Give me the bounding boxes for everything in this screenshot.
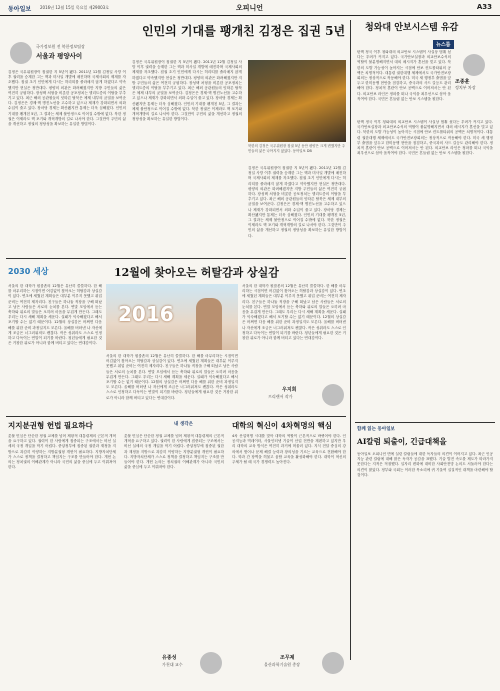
right-bottom-divider xyxy=(355,422,495,423)
middle-feature-body-1: 서울의 한 대학가 원룸촌의 12월은 유난히 쓸쓸하다. 한 해를 마무리하는 시점이면 어김없이 찾아오는 허탈감과 상실감이 있다. 연초에 세웠던 계획들은 대부분 이루지 못했고 취업 준비는 여전히 제자리다. 친구들은 하나둘 직장을 구해 떠났고 남은 사람들은 서로의 눈치를 본다. 연말 모임에서 듣는 축하와 위로의 말들은 오히려 마음을 무겁게 만든다. 그래도 우리는 다시 새해 계획을 세운다. 실패가 익숙해졌다고 해서 포기할 수는 없기 때문이다. 12월의 상실감은 어쩌면 다음 해를 위한 준비 과정일지도 모른다. 올해를 버텨낸 나 자신에게 조금은 너그러워져도 괜찮다. 작은 성취라도 스스로 인정하고 다독이는 연말이 되기를 바란다. 청년들에게 필요한 것은 거창한 위로가 아니라 함께 버티고 있다는 연대감이다. xyxy=(8,284,102,346)
photo-caption: 북한의 김정은 국무위원장 집권 5년 동안 평양은 크게 변했지만 주민들의 삶은 나아지지 않았다. 동아일보 DB xyxy=(248,144,346,153)
illustration-year: 2016 xyxy=(118,302,174,326)
date-line: 2016년 12월 15일 목요일 제29003호 xyxy=(40,5,110,10)
section-title: 오피니언 xyxy=(236,4,264,12)
main-column-title: 인민의 기대를 팽개친 김정은 집권 5년 xyxy=(141,24,346,38)
page-number: A33 xyxy=(476,3,492,11)
right-editorial-body-2: 탄핵 정국 이후 청와대의 외교안보 시스템이 사실상 멈춰 섰다는 우려가 커지고 있다. 국가안보실장과 외교안보수석의 역할이 불분명해지면서 대외 메시지가 혼선을 빚고 있다. 북한의 도발 가능성이 높아지는 시점에 안보 컨트롤타워의 공백은 치명적이다. 대통령 권한대행 체제에서도 국가안전보장회의는 정상적으로 작동해야 한다. 미국 새 행정부 출범을 앞두고 한미동맹 현안을 점검하고, 중국과의 사드 갈등도 관리해야 한다. 정치적 혼란이 안보 공백으로 이어져서는 안 된다. 외교안보 라인은 정파를 떠나 국익을 최우선으로 삼아 움직여야 한다. 국민은 흔들림 없는 안보 시스템을 원한다. xyxy=(357,120,493,156)
bottom-mid-title: 대학의 혁신이 4차혁명의 핵심 xyxy=(232,421,332,430)
bottom-mid-author: 조무제 xyxy=(280,655,295,661)
right-editorial-body-1: 탄핵 정국 이후 청와대의 외교안보 시스템이 사실상 멈춰 섰다는 우려가 커지고 있다. 국가안보실장과 외교안보수석의 역할이 불분명해지면서 대외 메시지가 혼선을 빚고 있다. 북한의 도발 가능성이 높아지는 시점에 안보 컨트롤타워의 공백은 치명적이다. 대통령 권한대행 체제에서도 국가안전보장회의는 정상적으로 작동해야 한다. 미국 새 행정부 출범을 앞두고 한미동맹 현안을 점검하고, 중국과의 사드 갈등도 관리해야 한다. 정치적 혼란이 안보 공백으로 이어져서는 안 된다. 외교안보 라인은 정파를 떠나 국익을 최우선으로 삼아 움직여야 한다. 국민은 흔들림 없는 안보 시스템을 원한다. xyxy=(357,50,451,101)
author-name: 서울과 평양사이 xyxy=(36,52,83,60)
page-header xyxy=(0,0,500,16)
bottom-mid-body: 4차 산업혁명 시대를 맞아 대학의 역할이 근본적으로 바뀌어야 한다. 인공지능과 빅데이터, 사물인터넷 기술이 산업 전반을 재편하고 있지만 우리 대학의 교육 방식은 여전히 과거에 머물러 있다. 지식 전달 중심의 강의에서 벗어나 문제 해결 능력과 창의성을 기르는 교육으로 전환해야 한다. 학과 간 장벽을 허물고 융합 교육을 활성화해야 한다. 대학이 혁신의 주체가 될 때 국가 경쟁력도 높아진다. xyxy=(232,434,346,465)
feature-illustration xyxy=(106,284,238,350)
bottom-center-body: 촛불 민심은 단순한 정권 교체를 넘어 제왕적 대통령제의 근본적 개혁을 요구하고 있다. 권력이 한 사람에게 집중되는 구조에서는 비선 실세의 국정 개입을 막기 어렵다. 중앙정부에 집중된 권한과 재정을 지방으로 과감히 이양하는 지방분권형 개헌이 필요하다. 지방자치단체가 스스로 정책을 결정하고 책임지는 구조를 만들어야 한다. 개헌 논의는 정치권의 이해관계가 아니라 국민의 삶을 중심에 두고 이뤄져야 한다. xyxy=(124,434,224,470)
newsroom-badge: 뉴스룸 xyxy=(433,40,454,49)
right-author-name: 조종훈 xyxy=(455,79,470,85)
column-divider xyxy=(350,20,351,660)
bottom-left-author-title: 가천대 교수 xyxy=(162,662,183,667)
bottom-center-column xyxy=(122,420,226,688)
feature-author-name: 우지희 xyxy=(282,387,297,393)
bottom-right-title: AI칼럼 퇴출이, 긴급대책을 xyxy=(357,437,447,446)
bottom-left-avatar xyxy=(200,652,222,674)
author-org: 국가정보원 전 북한정보팀장 xyxy=(36,44,85,49)
bottom-left-author: 유종성 xyxy=(162,655,177,661)
bottom-right-body: 동아일보 오피니언 면에 실린 칼럼들에 대한 독자들의 의견이 이어지고 있다. 최근 인공지능 관련 칼럼에 대해 많은 독자가 공감을 표했다. 기술 발전 속도를 제도가 따라가지 못한다는 지적은 적절했다. 일자리 변화에 대비한 사회안전망 논의도 서둘러야 한다는 의견이 많았다. 정부와 국회는 이러한 목소리에 귀 기울여 실질적인 대책을 마련해야 할 것이다. xyxy=(357,452,493,477)
right-author-avatar xyxy=(463,54,485,76)
main-column-body-2: 김정은 국무위원장이 집권한 지 5년이 됐다. 2011년 12월 김정일 사망 이후 권력을 승계한 그는 핵과 미사일 개발에 매진하며 국제사회의 제재를 자초했다. 집권 초기 인민에게 다시는 허리띠를 졸라매지 않게 하겠다고 약속했지만 현실은 정반대다. 평양의 외관은 화려해졌지만 지방 주민들의 삶은 여전히 궁핍하다. 장성택 처형을 비롯한 공포정치는 엘리트층의 이탈을 부추기고 있다. 최근 해외 공관원들의 잇따른 탈북은 체제 내부의 균열을 보여준다. 김정은은 경제·핵 병진노선을 고수하고 있으나 제재가 강화되면서 외화 수입이 줄고 있다. 장마당 경제는 확산됐지만 통제는 더욱 심해졌다. 인민의 기대를 팽개친 5년, 그 결과는 체제 불안정으로 이어질 수밖에 없다. 북한 정권은 이제라도 핵 포기와 개혁개방의 길로 나서야 한다. 그것만이 주민의 삶을 개선하고 정권의 정당성을 확보하는 유일한 방법이다. xyxy=(132,60,242,122)
author-avatar xyxy=(10,42,32,64)
bottom-left-body: 촛불 민심은 단순한 정권 교체를 넘어 제왕적 대통령제의 근본적 개혁을 요구하고 있다. 권력이 한 사람에게 집중되는 구조에서는 비선 실세의 국정 개입을 막기 어렵다. 중앙정부에 집중된 권한과 재정을 지방으로 과감히 이양하는 지방분권형 개헌이 필요하다. 지방자치단체가 스스로 정책을 결정하고 책임지는 구조를 만들어야 한다. 개헌 논의는 정치권의 이해관계가 아니라 국민의 삶을 중심에 두고 이뤄져야 한다. xyxy=(8,434,116,470)
middle-feature xyxy=(6,262,346,412)
main-column xyxy=(6,20,346,256)
middle-feature-body-2: 서울의 한 대학가 원룸촌의 12월은 유난히 쓸쓸하다. 한 해를 마무리하는 시점이면 어김없이 찾아오는 허탈감과 상실감이 있다. 연초에 세웠던 계획들은 대부분 이루지 못했고 취업 준비는 여전히 제자리다. 친구들은 하나둘 직장을 구해 떠났고 남은 사람들은 서로의 눈치를 본다. 연말 모임에서 듣는 축하와 위로의 말들은 오히려 마음을 무겁게 만든다. 그래도 우리는 다시 새해 계획을 세운다. 실패가 익숙해졌다고 해서 포기할 수는 없기 때문이다. 12월의 상실감은 어쩌면 다음 해를 위한 준비 과정일지도 모른다. 올해를 버텨낸 나 자신에게 조금은 너그러워져도 괜찮다. 작은 성취라도 스스로 인정하고 다독이는 연말이 되기를 바란다. 청년들에게 필요한 것은 거창한 위로가 아니라 함께 버티고 있다는 연대감이다. xyxy=(106,354,238,400)
feature-author-title: 프리랜서 작가 xyxy=(268,394,293,399)
reader-badge: 함께 읽는 동아일보 xyxy=(357,427,395,432)
feature-author-avatar xyxy=(322,384,344,406)
middle-feature-title: 12월에 찾아오는 허탈감과 상실감 xyxy=(114,266,279,279)
bottom-left-column xyxy=(6,420,118,688)
bottom-left-title: 지지분권형 헌법 필요하다 xyxy=(8,421,93,430)
opinion-badge: 내 생각은 xyxy=(174,422,193,427)
main-column-body-1: 김정은 국무위원장이 집권한 지 5년이 됐다. 2011년 12월 김정일 사망 이후 권력을 승계한 그는 핵과 미사일 개발에 매진하며 국제사회의 제재를 자초했다. 집권 초기 인민에게 다시는 허리띠를 졸라매지 않게 하겠다고 약속했지만 현실은 정반대다. 평양의 외관은 화려해졌지만 지방 주민들의 삶은 여전히 궁핍하다. 장성택 처형을 비롯한 공포정치는 엘리트층의 이탈을 부추기고 있다. 최근 해외 공관원들의 잇따른 탈북은 체제 내부의 균열을 보여준다. 김정은은 경제·핵 병진노선을 고수하고 있으나 제재가 강화되면서 외화 수입이 줄고 있다. 장마당 경제는 확산됐지만 통제는 더욱 심해졌다. 인민의 기대를 팽개친 5년, 그 결과는 체제 불안정으로 이어질 수밖에 없다. 북한 정권은 이제라도 핵 포기와 개혁개방의 길로 나서야 한다. 그것만이 주민의 삶을 개선하고 정권의 정당성을 확보하는 유일한 방법이다. xyxy=(8,70,126,127)
middle-feature-body-3: 서울의 한 대학가 원룸촌의 12월은 유난히 쓸쓸하다. 한 해를 마무리하는 시점이면 어김없이 찾아오는 허탈감과 상실감이 있다. 연초에 세웠던 계획들은 대부분 이루지 못했고 취업 준비는 여전히 제자리다. 친구들은 하나둘 직장을 구해 떠났고 남은 사람들은 서로의 눈치를 본다. 연말 모임에서 듣는 축하와 위로의 말들은 오히려 마음을 무겁게 만든다. 그래도 우리는 다시 새해 계획을 세운다. 실패가 익숙해졌다고 해서 포기할 수는 없기 때문이다. 12월의 상실감은 어쩌면 다음 해를 위한 준비 과정일지도 모른다. 올해를 버텨낸 나 자신에게 조금은 너그러워져도 괜찮다. 작은 성취라도 스스로 인정하고 다독이는 연말이 되기를 바란다. 청년들에게 필요한 것은 거창한 위로가 아니라 함께 버티고 있다는 연대감이다. xyxy=(242,284,346,341)
feature-label: 2030 세상 xyxy=(8,267,49,276)
main-column-photo xyxy=(248,60,346,142)
bottom-mid-author-title: 울산과학기술원 총장 xyxy=(264,662,301,667)
right-editorial-title: 청와대 안보시스템 유감 xyxy=(365,23,459,33)
right-author-title: 정치부 차장 xyxy=(455,85,476,90)
paper-logo: 동아일보 xyxy=(8,6,32,13)
bottom-mid-avatar xyxy=(322,652,344,674)
main-column-body-3: 김정은 국무위원장이 집권한 지 5년이 됐다. 2011년 12월 김정일 사망 이후 권력을 승계한 그는 핵과 미사일 개발에 매진하며 국제사회의 제재를 자초했다. 집권 초기 인민에게 다시는 허리띠를 졸라매지 않게 하겠다고 약속했지만 현실은 정반대다. 평양의 외관은 화려해졌지만 지방 주민들의 삶은 여전히 궁핍하다. 장성택 처형을 비롯한 공포정치는 엘리트층의 이탈을 부추기고 있다. 최근 해외 공관원들의 잇따른 탈북은 체제 내부의 균열을 보여준다. 김정은은 경제·핵 병진노선을 고수하고 있으나 제재가 강화되면서 외화 수입이 줄고 있다. 장마당 경제는 확산됐지만 통제는 더욱 심해졌다. 인민의 기대를 팽개친 5년, 그 결과는 체제 불안정으로 이어질 수밖에 없다. 북한 정권은 이제라도 핵 포기와 개혁개방의 길로 나서야 한다. 그것만이 주민의 삶을 개선하고 정권의 정당성을 확보하는 유일한 방법이다. xyxy=(248,166,346,238)
right-editorial xyxy=(355,20,495,420)
bottom-mid-column xyxy=(230,420,348,688)
illustration-figure xyxy=(196,298,222,350)
bottom-divider xyxy=(6,416,346,417)
bottom-right-column xyxy=(355,426,495,688)
middle-divider xyxy=(6,258,346,259)
